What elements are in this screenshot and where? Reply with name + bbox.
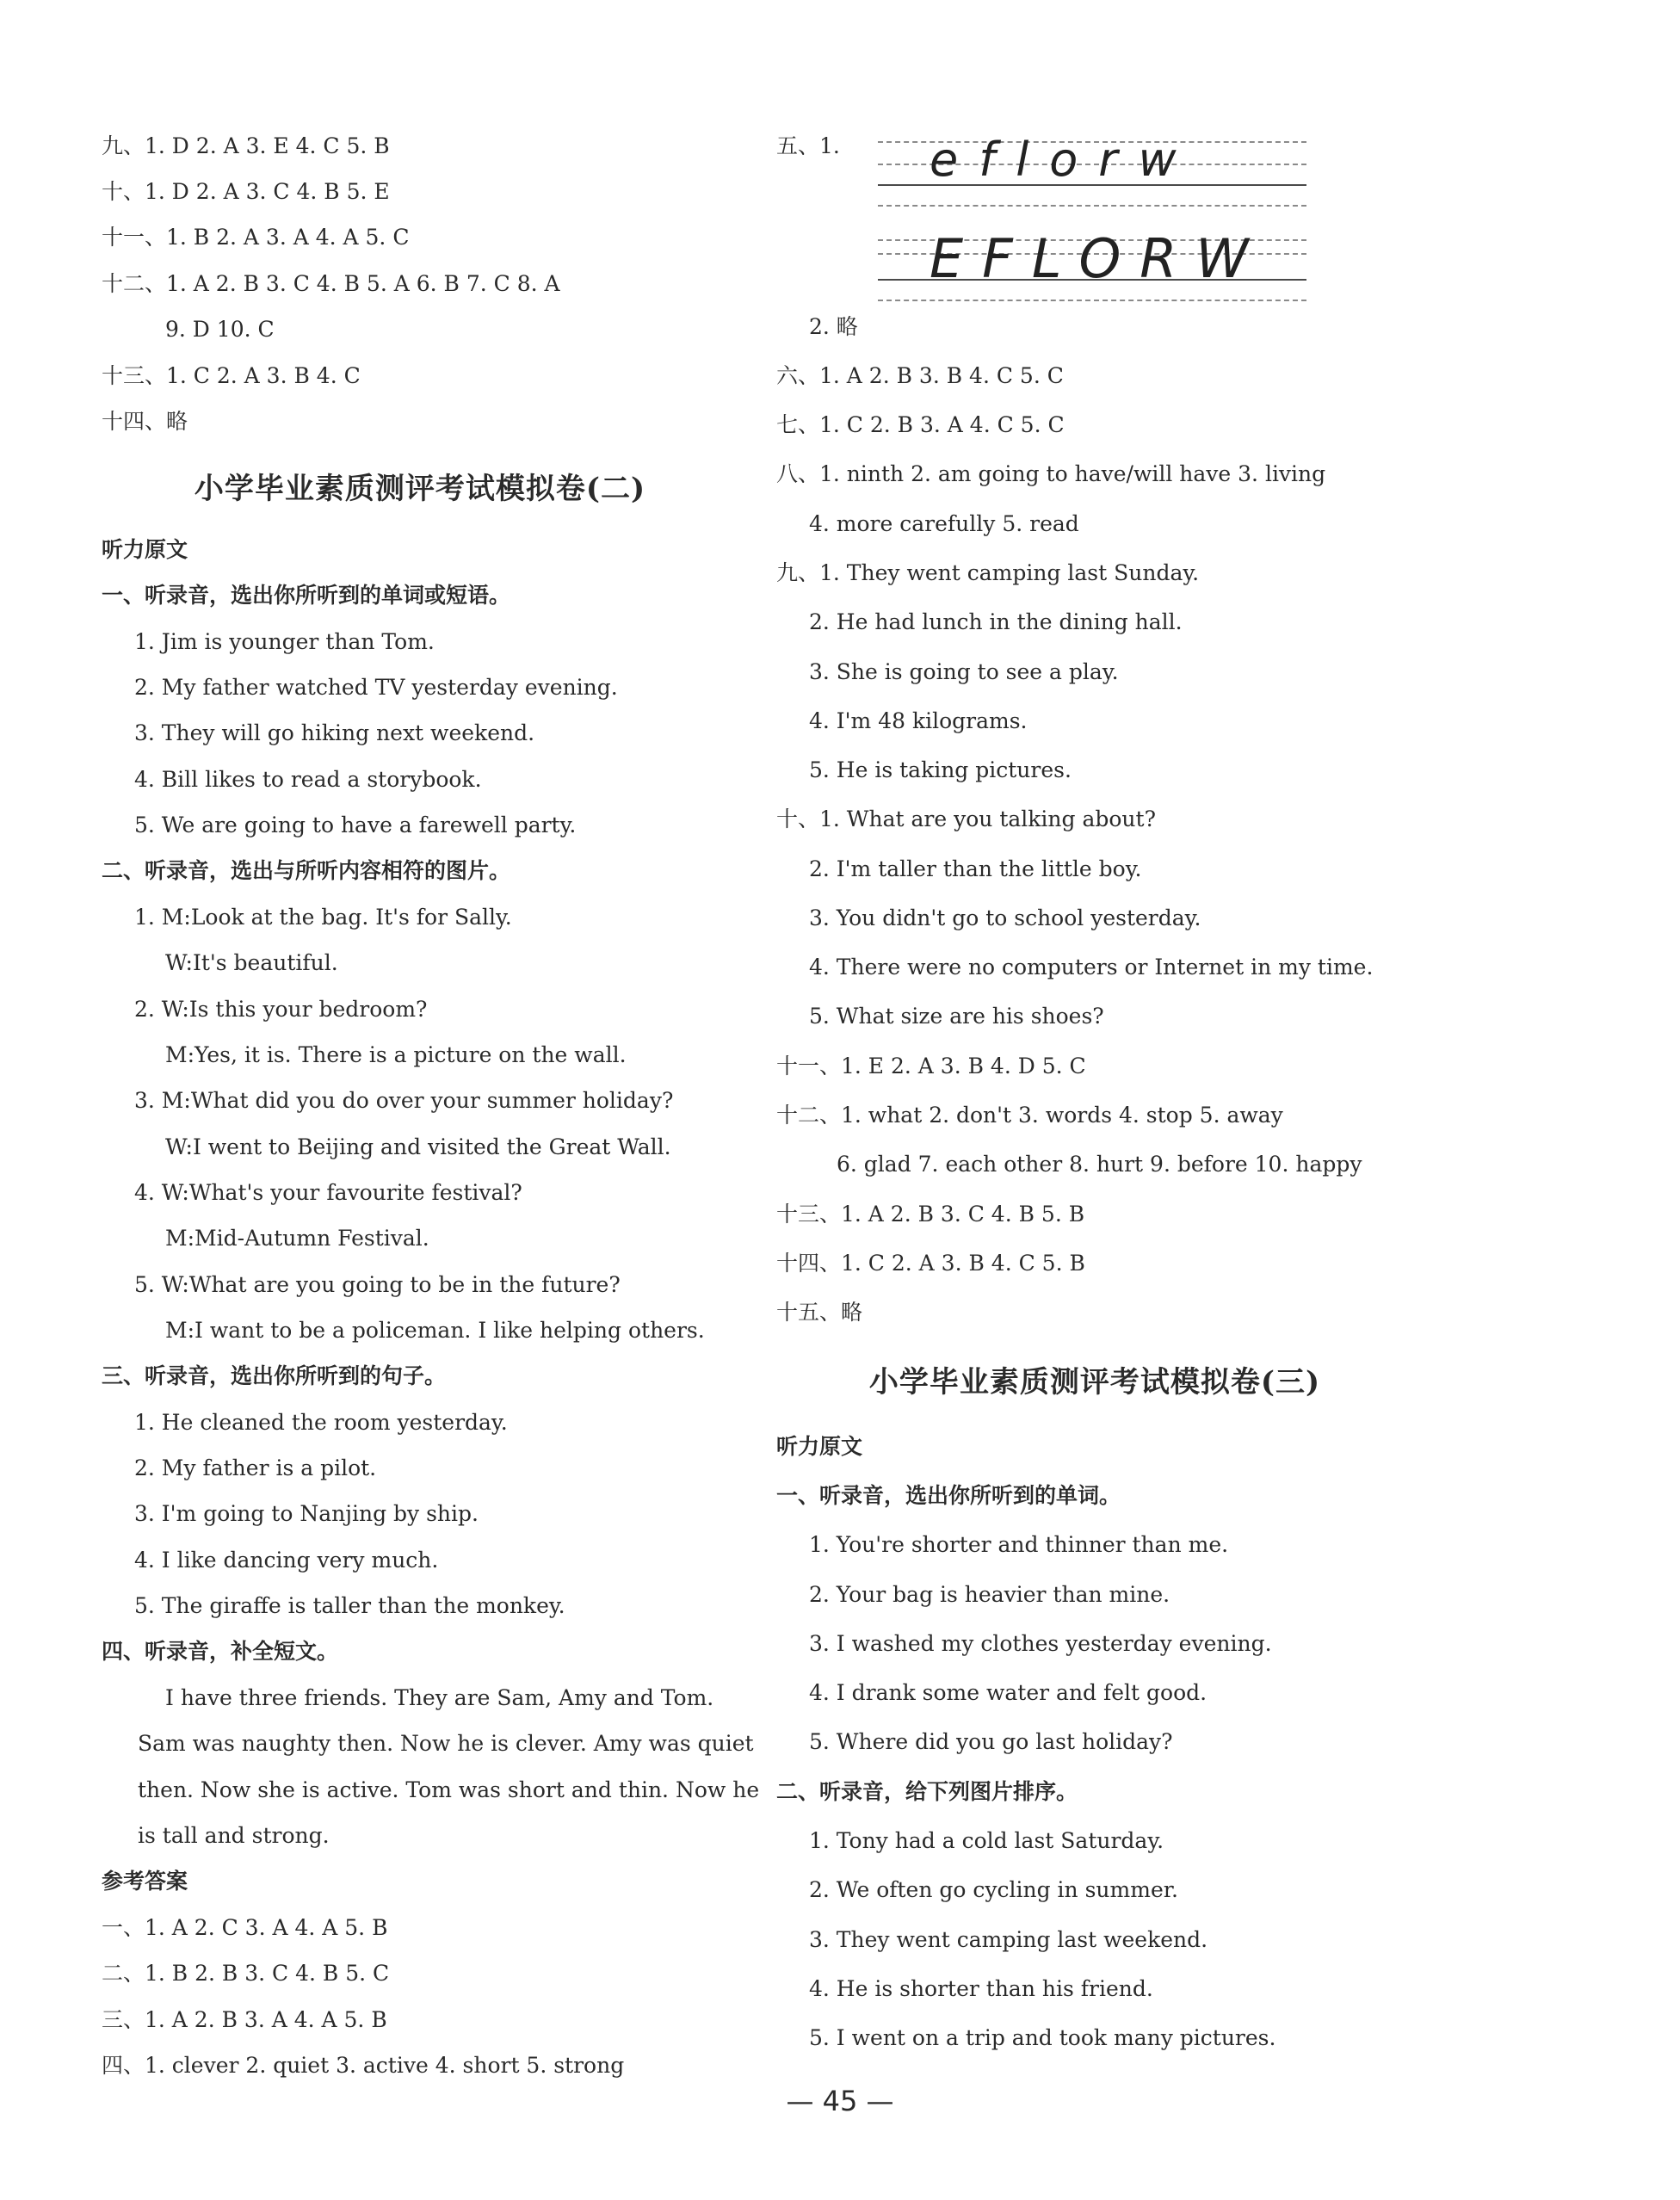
- list-item: 2. My father is a pilot.: [134, 1455, 377, 1480]
- answer-line: 六、1. A 2. B 3. B 4. C 5. C: [776, 363, 1064, 388]
- answer-line: 十三、1. C 2. A 3. B 4. C: [102, 363, 361, 388]
- list-item: 3. I washed my clothes yesterday evening.: [809, 1631, 1272, 1656]
- paragraph-line: is tall and strong.: [138, 1823, 330, 1848]
- answer-line: 七、1. C 2. B 3. A 4. C 5. C: [776, 412, 1065, 437]
- answer-line: 5. What size are his shoes?: [809, 1004, 1104, 1029]
- section-label: 听力原文: [776, 1434, 863, 1459]
- handwriting-lowercase: eflorw: [930, 133, 1197, 187]
- list-item: 5. Where did you go last holiday?: [809, 1729, 1173, 1754]
- list-item: 3. They will go hiking next weekend.: [134, 720, 535, 745]
- answer-line: 3. She is going to see a play.: [809, 659, 1119, 684]
- list-item: 1. Jim is younger than Tom.: [134, 629, 435, 654]
- list-item: 2. My father watched TV yesterday evening.: [134, 675, 618, 700]
- section-heading: 一、听录音，选出你所听到的单词。: [776, 1483, 1121, 1508]
- list-item: 5. I went on a trip and took many pictures.: [809, 2025, 1276, 2050]
- answer-line: 一、1. A 2. C 3. A 4. A 5. B: [102, 1915, 388, 1940]
- answer-line: 十三、1. A 2. B 3. C 4. B 5. B: [776, 1202, 1085, 1227]
- answer-line: 十二、1. what 2. don't 3. words 4. stop 5. away: [776, 1103, 1283, 1128]
- answer-line: 6. glad 7. each other 8. hurt 9. before 10. happy: [837, 1152, 1362, 1177]
- exam-title: 小学毕业素质测评考试模拟卷(三): [868, 1365, 1321, 1400]
- answer-line: 4. I'm 48 kilograms.: [809, 708, 1028, 733]
- list-item: 4. W:What's your favourite festival?: [134, 1180, 522, 1205]
- answer-line: 四、1. clever 2. quiet 3. active 4. short 5. strong: [102, 2053, 625, 2078]
- paragraph-line: I have three friends. They are Sam, Amy and Tom.: [165, 1685, 714, 1710]
- section-heading: 三、听录音，选出你所听到的句子。: [102, 1363, 447, 1388]
- list-item: 4. I drank some water and felt good.: [809, 1680, 1208, 1705]
- answer-line: 3. You didn't go to school yesterday.: [809, 905, 1201, 930]
- answer-label: 五、1.: [776, 133, 840, 158]
- answer-line: 三、1. A 2. B 3. A 4. A 5. B: [102, 2007, 387, 2032]
- section-label: 参考答案: [102, 1869, 188, 1894]
- answer-line: 4. more carefully 5. read: [809, 511, 1079, 536]
- section-heading: 四、听录音，补全短文。: [102, 1639, 339, 1664]
- paragraph-line: then. Now she is active. Tom was short and thin. Now he: [138, 1777, 760, 1802]
- section-heading: 一、听录音，选出你所听到的单词或短语。: [102, 583, 511, 608]
- answer-line: 十五、略: [776, 1300, 863, 1325]
- list-item: 2. We often go cycling in summer.: [809, 1877, 1178, 1902]
- list-item: 5. The giraffe is taller than the monkey.: [134, 1593, 565, 1618]
- list-item: 1. He cleaned the room yesterday.: [134, 1410, 508, 1435]
- handwriting-uppercase: EFLORW: [930, 227, 1268, 290]
- answer-line: 十二、1. A 2. B 3. C 4. B 5. A 6. B 7. C 8. A: [102, 271, 560, 296]
- list-item: 3. M:What did you do over your summer holiday?: [134, 1088, 674, 1113]
- answer-line: 9. D 10. C: [165, 317, 275, 342]
- list-item: 1. M:Look at the bag. It's for Sally.: [134, 905, 512, 930]
- list-item: 5. W:What are you going to be in the future?: [134, 1272, 621, 1297]
- list-item: 4. He is shorter than his friend.: [809, 1976, 1153, 2001]
- handwriting-practice: [878, 133, 1306, 301]
- list-item: 3. I'm going to Nanjing by ship.: [134, 1501, 479, 1526]
- list-item: 3. They went camping last weekend.: [809, 1927, 1208, 1952]
- answer-line: 2. He had lunch in the dining hall.: [809, 609, 1183, 634]
- list-item: M:Mid-Autumn Festival.: [165, 1226, 429, 1251]
- list-item: 1. Tony had a cold last Saturday.: [809, 1828, 1164, 1853]
- list-item: 4. I like dancing very much.: [134, 1548, 439, 1573]
- list-item: M:Yes, it is. There is a picture on the wall.: [165, 1042, 627, 1067]
- answer-line: 九、1. They went camping last Sunday.: [776, 560, 1200, 585]
- answer-line: 2. I'm taller than the little boy.: [809, 856, 1142, 881]
- answer-line: 4. There were no computers or Internet in my time.: [809, 955, 1374, 979]
- list-item: 2. W:Is this your bedroom?: [134, 997, 428, 1022]
- list-item: W:It's beautiful.: [165, 950, 338, 975]
- answer-line: 二、1. B 2. B 3. C 4. B 5. C: [102, 1961, 390, 1986]
- page-number: — 45 —: [786, 2085, 894, 2117]
- list-item: 5. We are going to have a farewell party.: [134, 813, 577, 837]
- answer-line: 2. 略: [809, 314, 858, 339]
- answer-line: 5. He is taking pictures.: [809, 757, 1072, 782]
- exam-title: 小学毕业素质测评考试模拟卷(二): [194, 472, 646, 506]
- answer-line: 十、1. D 2. A 3. C 4. B 5. E: [102, 179, 390, 204]
- section-label: 听力原文: [102, 537, 188, 562]
- answer-line: 八、1. ninth 2. am going to have/will have 3. living: [776, 461, 1326, 486]
- section-heading: 二、听录音，给下列图片排序。: [776, 1779, 1078, 1804]
- list-item: W:I went to Beijing and visited the Great Wall.: [165, 1134, 671, 1159]
- list-item: 1. You're shorter and thinner than me.: [809, 1532, 1229, 1557]
- answer-line: 九、1. D 2. A 3. E 4. C 5. B: [102, 133, 390, 158]
- answer-line: 十、1. What are you talking about?: [776, 806, 1156, 831]
- section-heading: 二、听录音，选出与所听内容相符的图片。: [102, 858, 511, 883]
- paragraph-line: Sam was naughty then. Now he is clever. Amy was quiet: [138, 1731, 754, 1756]
- answer-line: 十一、1. B 2. A 3. A 4. A 5. C: [102, 225, 410, 250]
- answer-line: 十四、1. C 2. A 3. B 4. C 5. B: [776, 1251, 1085, 1276]
- list-item: 4. Bill likes to read a storybook.: [134, 767, 482, 792]
- answer-line: 十一、1. E 2. A 3. B 4. D 5. C: [776, 1054, 1086, 1078]
- answer-line: 十四、略: [102, 409, 188, 434]
- list-item: 2. Your bag is heavier than mine.: [809, 1582, 1170, 1607]
- list-item: M:I want to be a policeman. I like helping others.: [165, 1318, 705, 1343]
